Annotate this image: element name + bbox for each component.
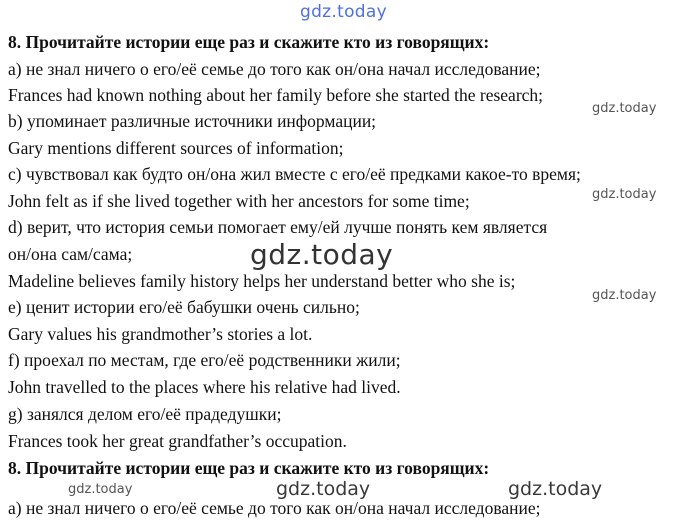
text-line: g) занялся делом его/её прадедушки; bbox=[8, 404, 282, 424]
text-line: а) не знал ничего о его/её семье до того как он/она начал исследование; bbox=[8, 59, 541, 79]
text-line: John travelled to the places where his relative had lived. bbox=[8, 377, 401, 397]
watermark-top: gdz.today bbox=[300, 2, 387, 22]
watermark: gdz.today bbox=[592, 101, 657, 116]
watermark: gdz.today bbox=[276, 478, 371, 500]
watermark: gdz.today bbox=[592, 288, 657, 303]
text-line: f) проехал по местам, где его/её родственники жили; bbox=[8, 350, 401, 370]
text-line: Gary values his grandmother’s stories a lot. bbox=[8, 324, 313, 344]
text-line: d) верит, что история семьи помогает ему/ей лучше понять кем является bbox=[8, 217, 548, 237]
watermark: gdz.today bbox=[250, 238, 394, 271]
text-line: c) чувствовал как будто он/она жил вместе с его/её предками какое-то время; bbox=[8, 164, 581, 184]
text-line: b) упоминает различные источники информации; bbox=[8, 111, 377, 131]
text-line: John felt as if she lived together with her ancestors for some time; bbox=[8, 191, 470, 211]
document-heading: 8. Прочитайте истории еще раз и скажите кто из говорящих: bbox=[8, 32, 490, 52]
watermark: gdz.today bbox=[508, 478, 603, 500]
text-line: Gary mentions different sources of information; bbox=[8, 138, 344, 158]
text-line: e) ценит истории его/её бабушки очень сильно; bbox=[8, 297, 360, 317]
watermark: gdz.today bbox=[68, 482, 133, 497]
document-heading-repeat: 8. Прочитайте истории еще раз и скажите кто из говорящих: bbox=[8, 458, 490, 478]
text-line: он/она сам/сама; bbox=[8, 244, 133, 264]
watermark: gdz.today bbox=[592, 187, 657, 202]
text-line: Frances had known nothing about her family before she started the research; bbox=[8, 85, 544, 105]
text-line: Frances took her great grandfather’s occupation. bbox=[8, 431, 347, 451]
text-line: Madeline believes family history helps her understand better who she is; bbox=[8, 271, 516, 291]
text-line: а) не знал ничего о его/её семье до того как он/она начал исследование; bbox=[8, 498, 541, 518]
